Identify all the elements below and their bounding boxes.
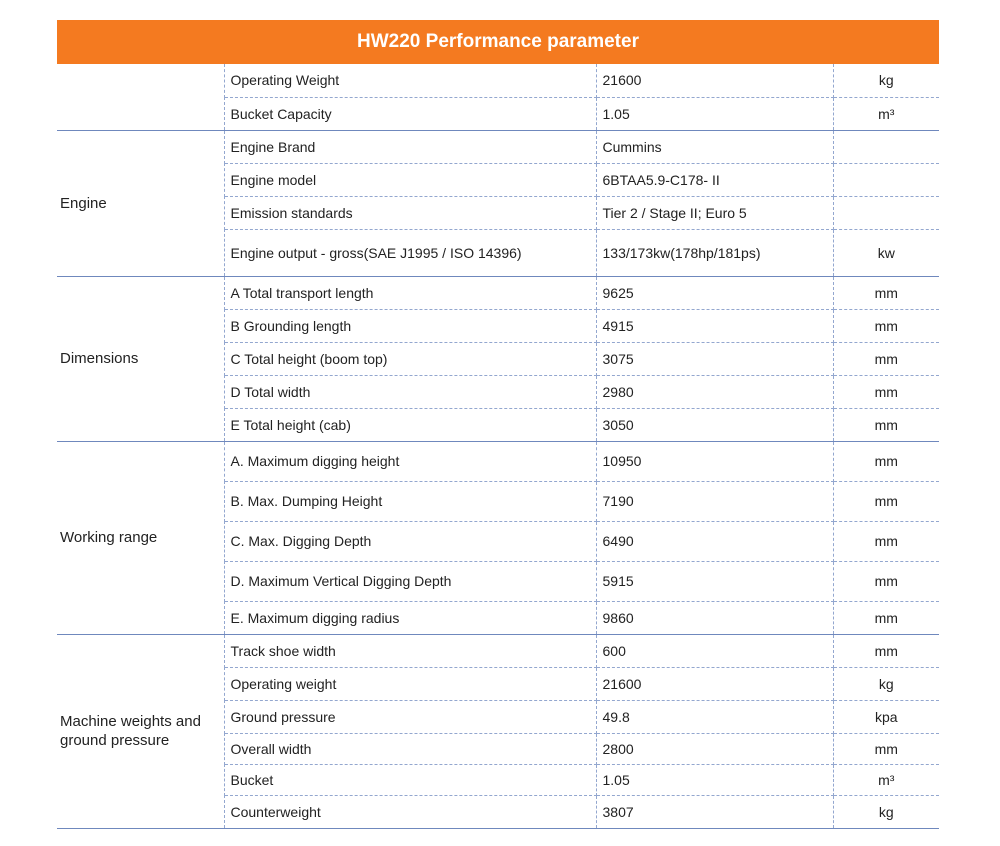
group-label: Machine weights and ground pressure	[57, 634, 224, 828]
param-cell: A. Maximum digging height	[224, 441, 596, 481]
value-cell: 49.8	[596, 700, 833, 733]
unit-cell: kg	[833, 795, 939, 828]
table-row	[57, 441, 939, 481]
param-cell: Overall width	[224, 733, 596, 764]
value-cell: 9625	[596, 276, 833, 309]
table-row	[57, 276, 939, 309]
value-cell: Tier 2 / Stage II; Euro 5	[596, 196, 833, 229]
table-row	[57, 64, 939, 97]
value-cell: 133/173kw(178hp/181ps)	[596, 229, 833, 276]
unit-cell: mm	[833, 408, 939, 441]
param-cell: Track shoe width	[224, 634, 596, 667]
unit-cell	[833, 130, 939, 163]
group-label: Dimensions	[57, 276, 224, 441]
unit-cell: mm	[833, 733, 939, 764]
table-title: HW220 Performance parameter	[57, 20, 939, 64]
unit-cell: mm	[833, 276, 939, 309]
param-cell: Engine model	[224, 163, 596, 196]
unit-cell: mm	[833, 441, 939, 481]
unit-cell: kpa	[833, 700, 939, 733]
value-cell: 3075	[596, 342, 833, 375]
value-cell: 6BTAA5.9-C178- II	[596, 163, 833, 196]
group-label: Engine	[57, 130, 224, 276]
value-cell: 10950	[596, 441, 833, 481]
group-label: Working range	[57, 441, 224, 634]
value-cell: 21600	[596, 64, 833, 97]
value-cell: 3050	[596, 408, 833, 441]
param-cell: D Total width	[224, 375, 596, 408]
unit-cell: m³	[833, 97, 939, 130]
value-cell: 600	[596, 634, 833, 667]
param-cell: Counterweight	[224, 795, 596, 828]
param-cell: Emission standards	[224, 196, 596, 229]
param-cell: D. Maximum Vertical Digging Depth	[224, 561, 596, 601]
value-cell: 2800	[596, 733, 833, 764]
param-cell: Bucket Capacity	[224, 97, 596, 130]
value-cell: 21600	[596, 667, 833, 700]
param-cell: B. Max. Dumping Height	[224, 481, 596, 521]
param-cell: B Grounding length	[224, 309, 596, 342]
value-cell: 2980	[596, 375, 833, 408]
param-cell: Engine output - gross(SAE J1995 / ISO 14396)	[224, 229, 596, 276]
unit-cell	[833, 196, 939, 229]
unit-cell: mm	[833, 342, 939, 375]
param-cell: C Total height (boom top)	[224, 342, 596, 375]
value-cell: 7190	[596, 481, 833, 521]
unit-cell: mm	[833, 634, 939, 667]
value-cell: 9860	[596, 601, 833, 634]
param-cell: Engine Brand	[224, 130, 596, 163]
param-cell: A Total transport length	[224, 276, 596, 309]
value-cell: 4915	[596, 309, 833, 342]
value-cell: 1.05	[596, 97, 833, 130]
unit-cell: mm	[833, 601, 939, 634]
unit-cell: mm	[833, 561, 939, 601]
value-cell: 5915	[596, 561, 833, 601]
unit-cell: kw	[833, 229, 939, 276]
unit-cell: m³	[833, 764, 939, 795]
param-cell: E Total height (cab)	[224, 408, 596, 441]
param-cell: E. Maximum digging radius	[224, 601, 596, 634]
param-cell: Operating Weight	[224, 64, 596, 97]
unit-cell: kg	[833, 64, 939, 97]
unit-cell: mm	[833, 481, 939, 521]
value-cell: 1.05	[596, 764, 833, 795]
table-row	[57, 130, 939, 163]
unit-cell: kg	[833, 667, 939, 700]
param-cell: C. Max. Digging Depth	[224, 521, 596, 561]
param-cell: Bucket	[224, 764, 596, 795]
spec-sheet	[57, 20, 939, 829]
group-label	[57, 64, 224, 130]
param-cell: Operating weight	[224, 667, 596, 700]
unit-cell: mm	[833, 309, 939, 342]
param-cell: Ground pressure	[224, 700, 596, 733]
unit-cell	[833, 163, 939, 196]
unit-cell: mm	[833, 375, 939, 408]
value-cell: 3807	[596, 795, 833, 828]
table-row	[57, 634, 939, 667]
unit-cell: mm	[833, 521, 939, 561]
spec-table	[57, 64, 939, 829]
value-cell: Cummins	[596, 130, 833, 163]
value-cell: 6490	[596, 521, 833, 561]
